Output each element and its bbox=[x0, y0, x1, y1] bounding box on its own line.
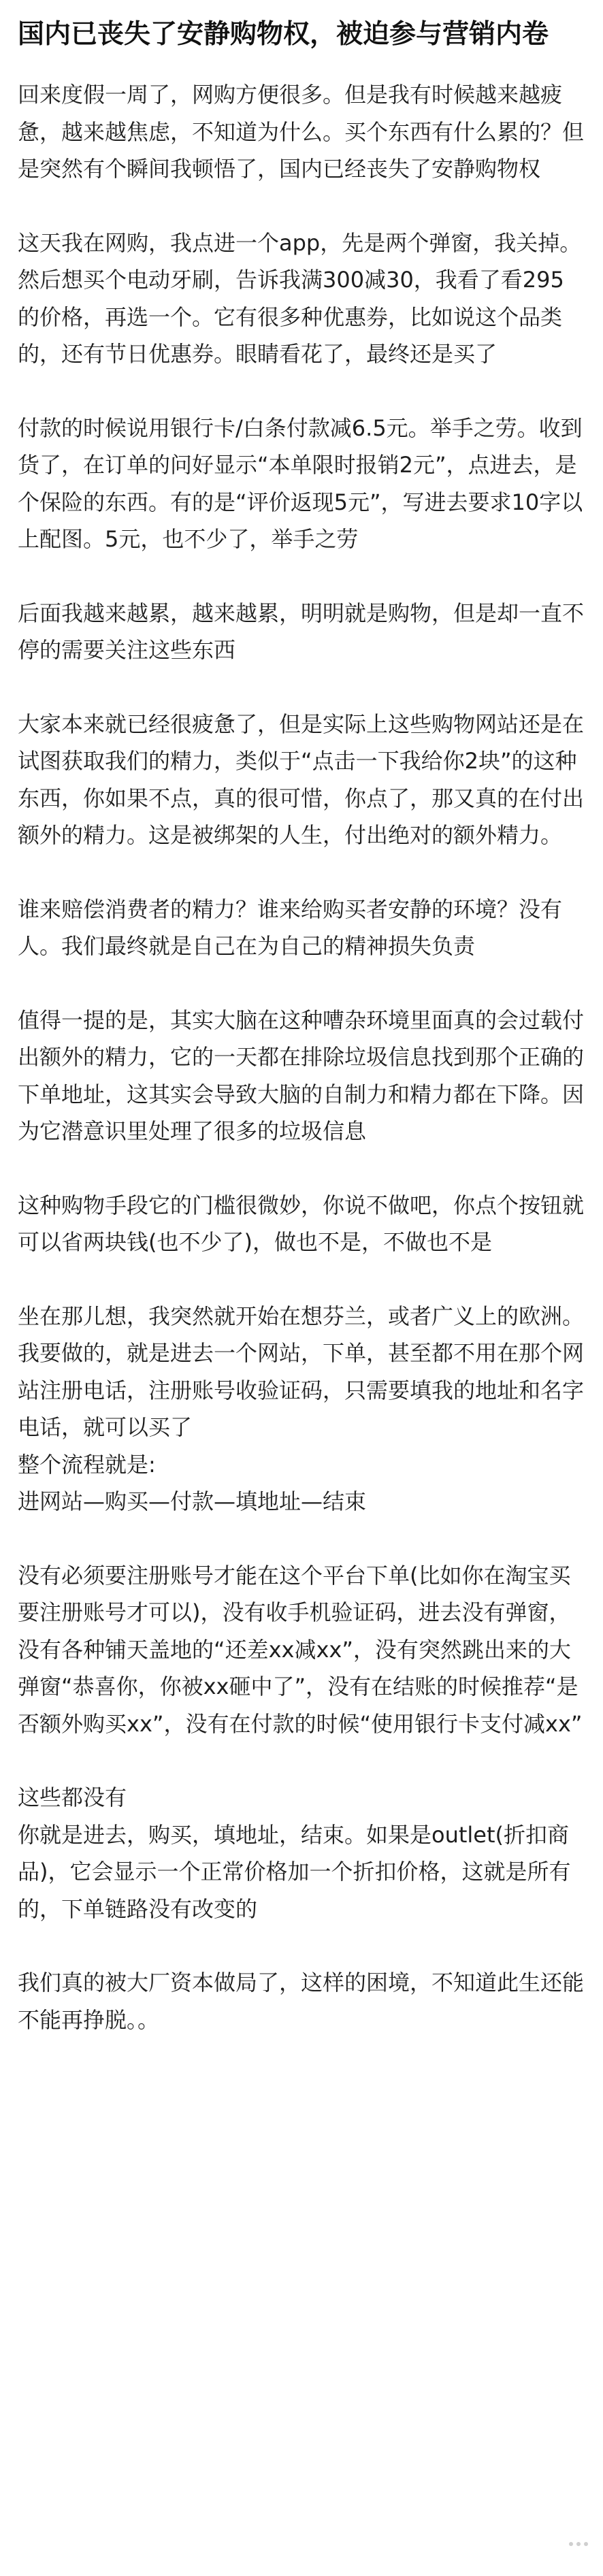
paragraph-11: 这些都没有 你就是进去，购买，填地址，结束。如果是outlet(折扣商品)，它会显示一个正常价格加一个折扣价格，这就是所有的，下单链路没有改变的 bbox=[18, 1784, 571, 1922]
post-body bbox=[18, 76, 585, 2038]
paragraph-1: 回来度假一周了，网购方便很多。但是我有时候越来越疲惫，越来越焦虑，不知道为什么。买个东西有什么累的？但是突然有个瞬间我顿悟了，国内已经丧失了安静购物权 bbox=[18, 82, 585, 182]
paragraph-4: 后面我越来越累，越来越累，明明就是购物，但是却一直不停的需要关注这些东西 bbox=[18, 600, 585, 663]
watermark bbox=[569, 2542, 588, 2546]
paragraph-8: 这种购物手段它的门槛很微妙，你说不做吧，你点个按钮就可以省两块钱(也不少了)，做也不是，不做也不是 bbox=[18, 1192, 585, 1255]
paragraph-12: 我们真的被大厂资本做局了，这样的困境，不知道此生还能不能再挣脱。。 bbox=[18, 1970, 585, 2033]
paragraph-9: 坐在那儿想，我突然就开始在想芬兰，或者广义上的欧洲。我要做的，就是进去一个网站，下单，甚至都不用在那个网站注册电话，注册账号收验证码，只需要填我的地址和名字电话，就可以买了 整个流程就是: 进网站—购买—付款—填地址—结束 bbox=[18, 1303, 585, 1514]
more-dots-icon bbox=[569, 2542, 588, 2546]
post-title: 国内已丧失了安静购物权，被迫参与营销内卷 bbox=[18, 19, 549, 50]
post-content bbox=[18, 14, 585, 2075]
paragraph-3: 付款的时候说用银行卡/白条付款减6.5元。举手之劳。收到货了，在订单的问好显示“本单限时报销2元”，点进去，是个保险的东西。有的是“评价返现5元”，写进去要求10字以上配图。5元，也不少了，举手之劳 bbox=[18, 414, 583, 552]
paragraph-6: 谁来赔偿消费者的精力？谁来给购买者安静的环境？没有人。我们最终就是自己在为自己的精神损失负责 bbox=[18, 896, 563, 959]
paragraph-2: 这天我在网购，我点进一个app，先是两个弹窗，我关掉。然后想买个电动牙刷，告诉我满300减30，我看了看295的价格，再选一个。它有很多种优惠券，比如说这个品类的，还有节日优惠券。眼睛看花了，最终还是买了 bbox=[18, 229, 582, 367]
paragraph-5: 大家本来就已经很疲惫了，但是实际上这些购物网站还是在试图获取我们的精力，类似于“点击一下我给你2块”的这种东西，你如果不点，真的很可惜，你点了，那又真的在付出额外的精力。这是被绑架的人生，付出绝对的额外精力。 bbox=[18, 711, 585, 848]
paragraph-7: 值得一提的是，其实大脑在这种嘈杂环境里面真的会过载付出额外的精力，它的一天都在排除垃圾信息找到那个正确的下单地址，这其实会导致大脑的自制力和精力都在下降。因为它潜意识里处理了很多的垃圾信息 bbox=[18, 1007, 585, 1144]
paragraph-10: 没有必须要注册账号才能在这个平台下单(比如你在淘宝买要注册账号才可以)，没有收手机验证码，进去没有弹窗，没有各种铺天盖地的“还差xx减xx”，没有突然跳出来的大弹窗“恭喜你，你被xx砸中了”，没有在结账的时候推荐“是否额外购买xx”，没有在付款的时候“使用银行卡支付减xx” bbox=[18, 1562, 583, 1737]
